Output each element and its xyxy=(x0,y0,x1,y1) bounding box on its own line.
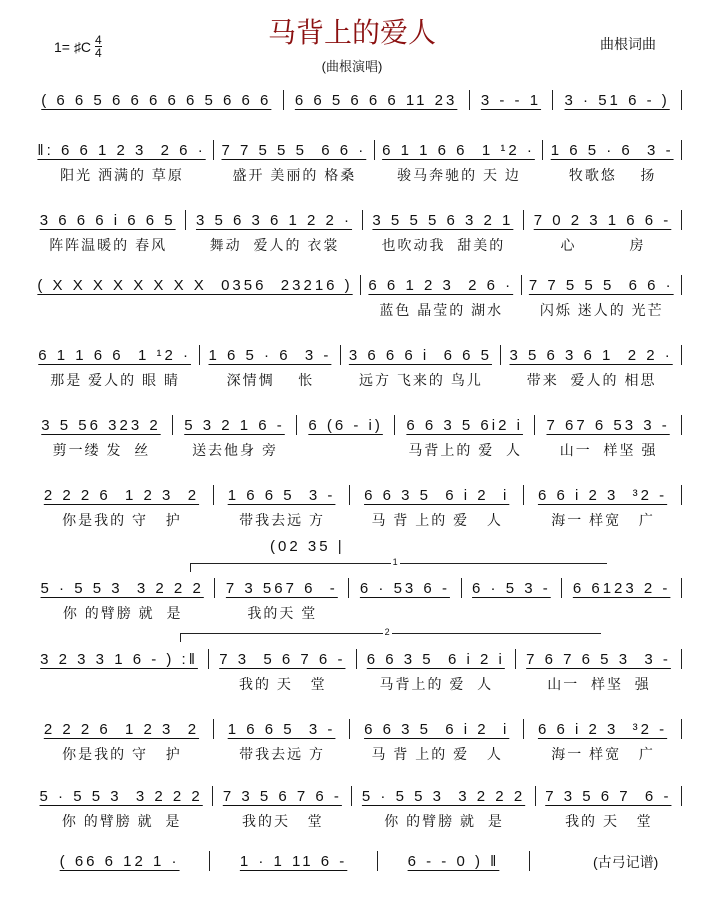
lyrics-line xyxy=(30,302,682,318)
measure-notes: 3 5 6 3 6 1 2 2 · xyxy=(195,211,353,229)
lyrics-line xyxy=(30,442,682,458)
measure-lyrics: 远方 飞来的 鸟儿 xyxy=(359,372,483,388)
measure-lyrics: 送去他身 旁 xyxy=(192,442,278,458)
notation-line xyxy=(30,274,682,296)
bar-line xyxy=(681,210,682,230)
measure-lyrics: 那是 爱人的 眼 睛 xyxy=(50,372,180,388)
measure-notes: ( 66 6 12 1 · xyxy=(59,852,180,870)
score-line xyxy=(30,484,682,528)
bar-line xyxy=(681,140,682,160)
measure-lyrics: 我的天 堂 xyxy=(242,813,324,829)
song-title: 马背上的爱人 xyxy=(267,16,437,49)
measure-lyrics: 带来 爱人的 相思 xyxy=(526,372,657,388)
bar-line xyxy=(681,719,682,739)
measure-lyrics: 山一 样坚 强 xyxy=(547,676,651,692)
notation-line xyxy=(30,139,682,161)
measure-notes: 6 6123 2 - xyxy=(572,579,671,597)
score-line xyxy=(30,344,682,388)
measure-lyrics: 山一 样坚 强 xyxy=(559,442,658,458)
measure-lyrics: 剪一缕 发 丝 xyxy=(52,442,151,458)
measure-notes: 6 1 1 6 6 1 ¹2 · xyxy=(382,141,535,159)
measure-lyrics: 牧歌悠 扬 xyxy=(568,167,657,183)
measure-notes: 1 · 1 11 6 - xyxy=(239,852,348,870)
measure-notes: 7 7 5 5 5 6 6 · xyxy=(221,141,367,159)
measure-lyrics: 我的天 堂 xyxy=(247,605,318,621)
measure-notes: 6 6 3 5 6 i 2 i xyxy=(364,486,510,504)
measure-lyrics: 我的 天 堂 xyxy=(565,813,653,829)
notation-line xyxy=(30,484,682,506)
measure-lyrics: 蓝色 晶莹的 湖水 xyxy=(379,302,504,318)
volta-2-label: 2 xyxy=(384,627,390,637)
volta-1 xyxy=(190,557,607,572)
measure-notes: 6 · 53 6 - xyxy=(359,579,450,597)
key-signature xyxy=(54,34,102,59)
measure-notes: 6 · 5 3 - xyxy=(472,579,551,597)
measure-lyrics: 你 的臂膀 就 是 xyxy=(384,813,504,829)
transcriber-credit: (古弓记谱) xyxy=(593,854,659,870)
measure-lyrics: 舞动 爱人的 衣裳 xyxy=(209,237,340,253)
notation-line xyxy=(30,89,682,111)
measure-lyrics: 马背上的 爱 人 xyxy=(379,676,494,692)
score-line xyxy=(30,139,682,183)
lyrics-line xyxy=(30,813,682,829)
notation-line xyxy=(30,785,682,807)
measure-lyrics: 阵阵温暖的 春风 xyxy=(49,237,168,253)
score-line xyxy=(30,274,682,318)
time-bottom: 4 xyxy=(94,46,102,60)
score-line xyxy=(30,648,682,692)
measure-lyrics: 骏马奔驰的 天 边 xyxy=(397,167,521,183)
measure-notes: 3 5 6 3 6 1 2 2 · xyxy=(509,346,673,364)
bar-line xyxy=(681,345,682,365)
time-top: 4 xyxy=(94,33,102,47)
measure-notes: 5 · 5 5 3 3 2 2 2 xyxy=(361,787,526,805)
notation-line xyxy=(30,850,530,872)
pickup-notes: (02 35 | xyxy=(270,538,345,555)
measure-notes: 2 2 2 6 1 2 3 2 xyxy=(43,720,200,738)
measure-lyrics: 也吹动我 甜美的 xyxy=(381,237,506,253)
bar-line xyxy=(529,851,530,871)
bar-line xyxy=(681,90,682,110)
score-line xyxy=(30,209,682,253)
measure-notes: 6 6 1 2 3 2 6 · xyxy=(368,276,514,294)
measure-notes: ( 6 6 5 6 6 6 6 6 5 6 6 6 xyxy=(41,91,272,109)
measure-notes: 6 6 3 5 6 i 2 i xyxy=(366,650,505,668)
measure-lyrics: 你 的臂膀 就 是 xyxy=(61,813,182,829)
measure-lyrics: 海一 样宽 广 xyxy=(551,746,655,762)
lyrics-line xyxy=(30,167,682,183)
measure-notes: 6 6 3 5 6 i 2 i xyxy=(364,720,510,738)
measure-notes: 3 · 51 6 - ) xyxy=(564,91,670,109)
measure-lyrics xyxy=(30,302,361,318)
measure-lyrics: 阳光 洒满的 草原 xyxy=(60,167,184,183)
measure-notes: 5 · 5 5 3 3 2 2 2 xyxy=(39,787,203,805)
measure-notes: 6 6 i 2 3 ³2 - xyxy=(537,486,668,504)
time-signature xyxy=(95,34,102,59)
bar-line xyxy=(681,485,682,505)
bar-line xyxy=(681,786,682,806)
lyrics-line xyxy=(30,237,682,253)
measure-notes: 3 6 6 6 i 6 6 5 xyxy=(39,211,176,229)
bar-line xyxy=(681,578,682,598)
measure-lyrics: 你是我的 守 护 xyxy=(62,512,182,528)
lyrics-line xyxy=(30,746,682,762)
measure-lyrics: 马背上的 爱 人 xyxy=(408,442,523,458)
measure-notes: 7 7 5 5 5 6 6 · xyxy=(528,276,674,294)
score-line xyxy=(30,850,530,872)
measure-notes: 5 · 5 5 3 3 2 2 2 xyxy=(40,579,204,597)
measure-notes: 6 6 5 6 6 6 11 23 xyxy=(294,91,458,109)
measure-notes: 7 3 5 6 7 6 - xyxy=(545,787,672,805)
measure-lyrics: 带我去远 方 xyxy=(239,746,326,762)
notation-line xyxy=(30,414,682,436)
score-line xyxy=(30,718,682,762)
measure-notes: 3 6 6 6 i 6 6 5 xyxy=(348,346,492,364)
singer: (曲根演唱) xyxy=(321,59,383,74)
measure-notes: 2 2 2 6 1 2 3 2 xyxy=(43,486,200,504)
notation-line xyxy=(30,577,682,599)
measure-notes: 1 6 5 · 6 3 - xyxy=(550,141,674,159)
measure-lyrics: 你是我的 守 护 xyxy=(62,746,182,762)
key-label: 1= ♯C xyxy=(54,38,91,55)
notation-line xyxy=(30,344,682,366)
lyrics-line xyxy=(30,605,682,621)
measure-notes: 7 0 2 3 1 6 6 - xyxy=(533,211,672,229)
measure-notes: 6 - - 0 ) ‖ xyxy=(407,852,500,870)
measure-lyrics: 闪烁 迷人的 光芒 xyxy=(539,302,664,318)
measure-notes: 5 3 2 1 6 - xyxy=(184,416,285,434)
volta-1-label: 1 xyxy=(392,557,398,567)
lyrics-line xyxy=(30,372,682,388)
measure-notes: 3 5 56 323 2 xyxy=(41,416,161,434)
measure-lyrics xyxy=(349,605,461,621)
measure-notes: 1 6 6 5 3 - xyxy=(227,720,336,738)
measure-lyrics: 马 背 上的 爱 人 xyxy=(371,746,503,762)
measure-lyrics xyxy=(30,676,209,692)
measure-lyrics xyxy=(562,605,682,621)
volta-2 xyxy=(180,627,601,642)
measure-notes: 6 1 1 6 6 1 ¹2 · xyxy=(38,346,191,364)
measure-lyrics: 马 背 上的 爱 人 xyxy=(371,512,503,528)
measure-notes: 7 3 567 6 - xyxy=(225,579,338,597)
measure-notes: ‖: 6 6 1 2 3 2 6 · xyxy=(37,141,206,159)
measure-lyrics: 盛开 美丽的 格桑 xyxy=(232,167,357,183)
measure-notes: 6 6 i 2 3 ³2 - xyxy=(537,720,668,738)
measure-notes: 6 6 3 5 6i2 i xyxy=(406,416,523,434)
lyrics-line xyxy=(30,676,682,692)
score-line xyxy=(30,577,682,621)
notation-line xyxy=(30,648,682,670)
measure-lyrics: 我的 天 堂 xyxy=(239,676,327,692)
measure-notes: 7 67 6 53 3 - xyxy=(546,416,670,434)
measure-notes: 1 6 5 · 6 3 - xyxy=(208,346,332,364)
measure-notes: 1 6 6 5 3 - xyxy=(227,486,336,504)
measure-notes: 3 2 3 3 1 6 - ) :‖ xyxy=(40,650,198,668)
measure-lyrics xyxy=(462,605,563,621)
measure-lyrics: 心 房 xyxy=(560,237,646,253)
measure-lyrics xyxy=(297,442,395,458)
measure-notes: ( X X X X X X X X 0356 23216 ) xyxy=(37,276,353,294)
bar-line xyxy=(681,649,682,669)
score-line xyxy=(30,414,682,458)
measure-lyrics: 深情惆 怅 xyxy=(226,372,315,388)
measure-notes: 7 3 5 6 7 6 - xyxy=(222,787,342,805)
measure-notes: 6 (6 - i) xyxy=(308,416,383,434)
measure-notes: 7 6 7 6 5 3 3 - xyxy=(526,650,671,668)
measure-lyrics: 海一 样宽 广 xyxy=(551,512,655,528)
score-line xyxy=(30,785,682,829)
measure-notes: 3 5 5 5 6 3 2 1 xyxy=(372,211,514,229)
measure-notes: 3 - - 1 xyxy=(480,91,542,109)
bar-line xyxy=(681,275,682,295)
bar-line xyxy=(681,415,682,435)
notation-line xyxy=(30,209,682,231)
notation-line xyxy=(30,718,682,740)
composer: 曲根词曲 xyxy=(600,36,656,52)
measure-notes: 7 3 5 6 7 6 - xyxy=(219,650,346,668)
measure-lyrics: 带我去远 方 xyxy=(239,512,326,528)
measure-lyrics: 你 的臂膀 就 是 xyxy=(62,605,183,621)
lyrics-line xyxy=(30,512,682,528)
score-line xyxy=(30,89,682,111)
